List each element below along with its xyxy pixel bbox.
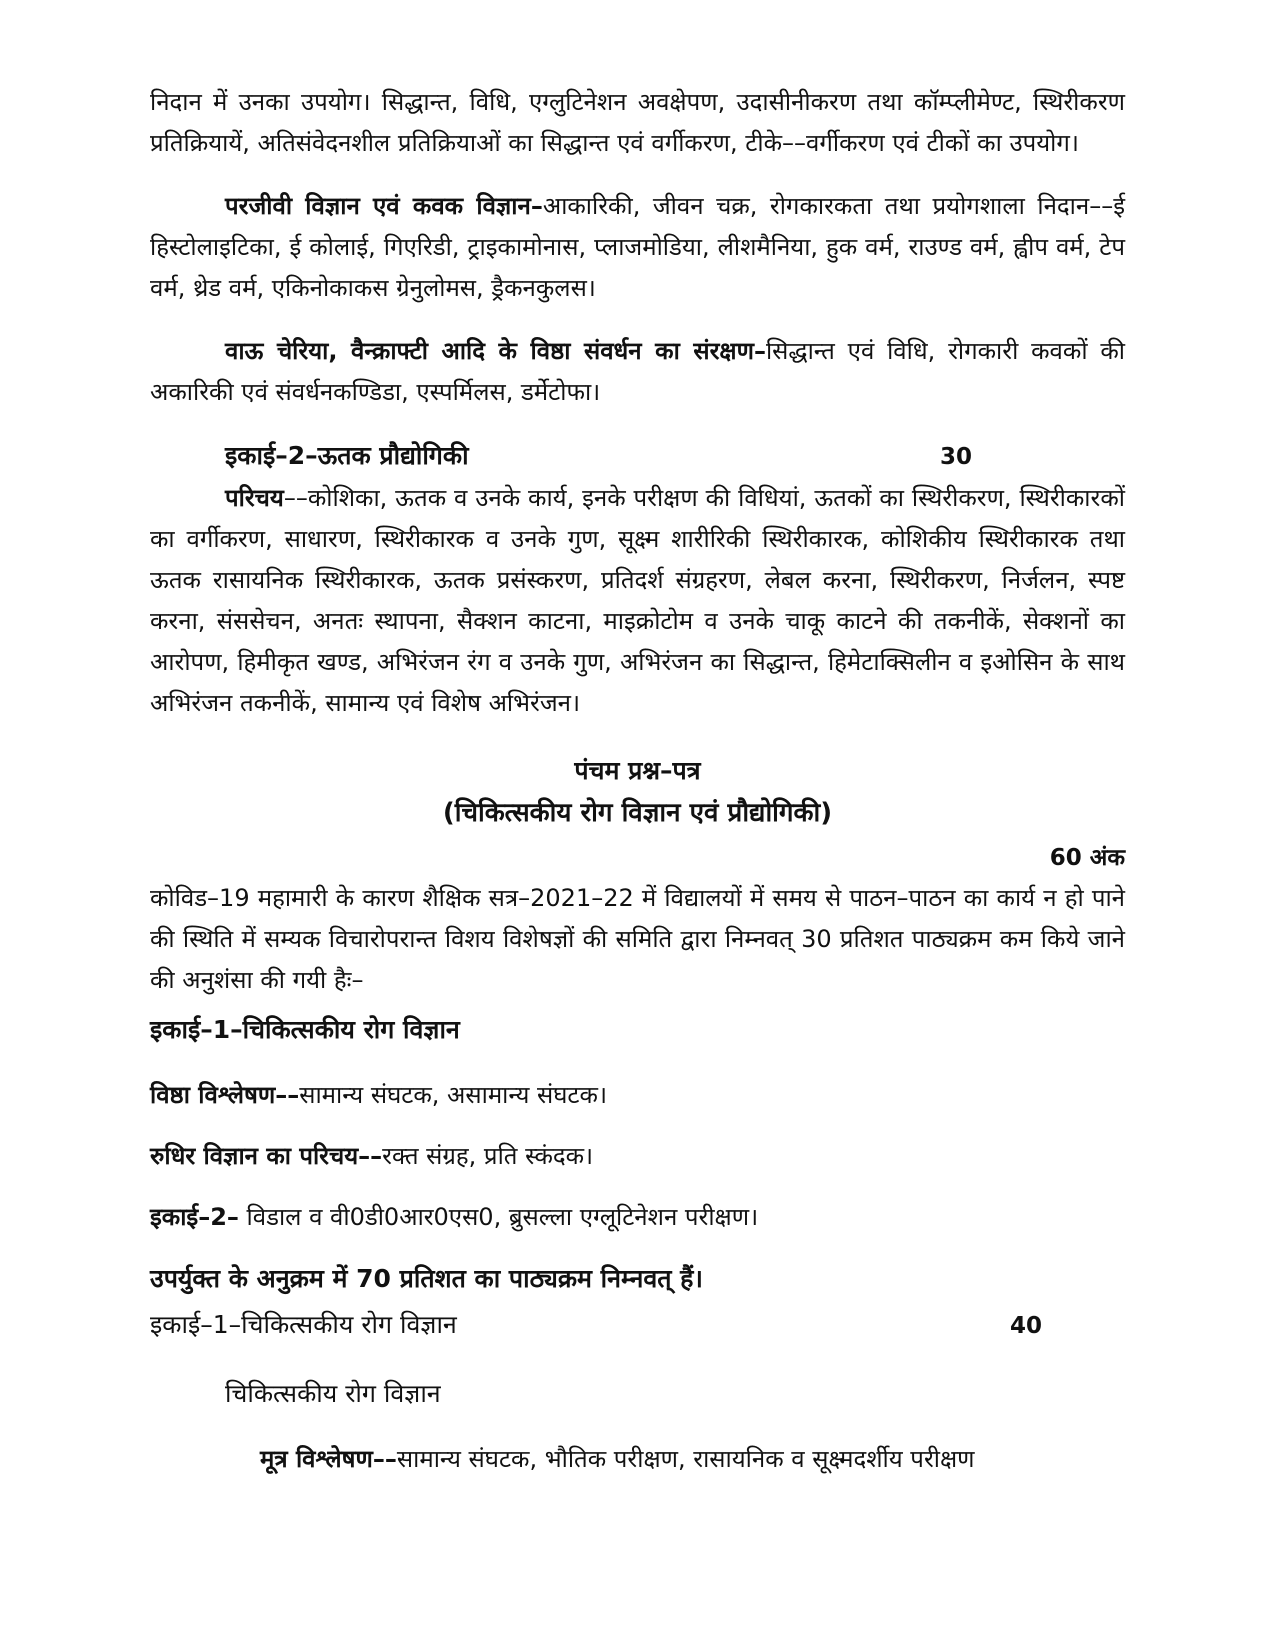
reduced-item-unit2-text: विडाल व वी0डी0आर0एस0, ब्रुसल्ला एग्लूटिनेशन परीक्षण। [238, 1203, 759, 1231]
reduced-item-stool-text: सामान्य संघटक, असामान्य संघटक। [299, 1081, 608, 1109]
reduced-item-unit2 [150, 1197, 1125, 1238]
seventy-percent-note: उपर्युक्त के अनुक्रम में 70 प्रतिशत का पाठ्यक्रम निम्नवत् हैं। [150, 1264, 703, 1293]
parasitology-paragraph [150, 186, 1125, 309]
tissue-intro-heading: परिचय [225, 484, 284, 512]
unit2-heading-row [150, 435, 1125, 478]
reduced-item-blood-text: रक्त संग्रह, प्रति स्कंदक। [382, 1142, 594, 1170]
unit2-marks: 30 [940, 444, 973, 470]
urine-analysis-text: सामान्य संघटक, भौतिक परीक्षण, रासायनिक व सूक्ष्मदर्शीय परीक्षण [396, 1445, 975, 1473]
reduced-item-unit2-heading: इकाई–2– [150, 1203, 239, 1231]
unit1-heading-row [150, 1304, 1125, 1347]
reduced-item-blood-heading: रुधिर विज्ञान का परिचय–– [150, 1142, 383, 1170]
urine-analysis-line [150, 1439, 1125, 1480]
tissue-intro-text: ––कोशिका, ऊतक व उनके कार्य, इनके परीक्षण की विधियां, ऊतकों का स्थिरीकरण, स्थिरीकारकों का वर्गीकरण, साधारण, स्थिरीकारक व उनके गुण, सूक्ष्म शारीरिकी स्थिरीकारक, कोशिकीय स्थिरीकारक तथा ऊतक रासायनिक स्थिरीकारक, ऊतक प्रसंस्करण, प्रतिदर्श संग्रहरण, लेबल करना, स्थिरीकरण, निर्जलन, स्पष्ट करना, संससेचन, अनतः स्थापना, सैक्शन काटना, माइक्रोटोम व उनके चाकू काटने की तकनीकें, सेक्शनों का आरोपण, हिमीकृत खण्ड, अभिरंजन रंग व उनके गुण, अभिरंजन का सिद्धान्त, हिमेटाक्सिलीन व इओसिन के साथ अभिरंजन तकनीकें, सामान्य एवं विशेष अभिरंजन। [150, 484, 1125, 717]
reduced-item-stool-heading: विष्ठा विश्लेषण–– [150, 1081, 300, 1109]
unit2-title: इकाई–2–ऊतक प्रौद्योगिकी [225, 441, 469, 470]
stool-culture-text: सिद्धान्त एवं विधि, रोगकारी कवकों की अकारिकी एवं संवर्धनकण्डिडा, एस्पर्मिलस, डर्मेटोफा। [150, 337, 1125, 406]
parasitology-text: आकारिकी, जीवन चक्र, रोगकारकता तथा प्रयोगशाला निदान––ई हिस्टोलाइटिका, ई कोलाई, गिएरिडी, ट्राइकामोनास, प्लाजमोडिया, लीशमैनिया, हुक वर्म, राउण्ड वर्म, ह्वीप वर्म, टेप वर्म, थ्रेड वर्म, एकिनोकाकस ग्रेनुलोमस, ड्रैकनकुलस। [150, 192, 1125, 302]
paper-title: पंचम प्रश्न–पत्र [574, 756, 701, 785]
urine-analysis-heading: मूत्र विश्लेषण–– [260, 1445, 397, 1473]
paper-subtitle: (चिकित्सकीय रोग विज्ञान एवं प्रौद्योगिकी) [442, 798, 833, 828]
paper-marks: 60 अंक [1049, 845, 1125, 871]
unit1-title: इकाई–1–चिकित्सकीय रोग विज्ञान [150, 1310, 457, 1339]
covid-note: कोविड–19 महामारी के कारण शैक्षिक सत्र–2021–22 में विद्यालयों में समय से पाठन–पाठन का कार्य न हो पाने की स्थिति में सम्यक विचारोपरान्त विशय विशेषज्ञों की समिति द्वारा निम्नवत् 30 प्रतिशत पाठ्यक्रम कम किये जाने की अनुशंसा की गयी हैः– [150, 884, 1125, 994]
sub-heading: चिकित्सकीय रोग विज्ञान [225, 1379, 441, 1408]
stool-culture-heading: वाऊ चेरिया, वैन्क्राफ्टी आदि के विष्ठा संवर्धन का संरक्षण– [225, 337, 766, 365]
tissue-intro-paragraph [150, 478, 1125, 724]
parasitology-heading: परजीवी विज्ञान एवं कवक विज्ञान– [225, 192, 543, 220]
reduced-item-stool [150, 1075, 1125, 1116]
intro-paragraph: निदान में उनका उपयोग। सिद्धान्त, विधि, एग्लुटिनेशन अवक्षेपण, उदासीनीकरण तथा कॉम्प्लीमेण्ट, स्थिरीकरण प्रतिक्रियायें, अतिसंवेदनशील प्रतिक्रियाओं का सिद्धान्त एवं वर्गीकरण, टीके––वर्गीकरण एवं टीकों का उपयोग। [150, 88, 1125, 157]
reduced-item-blood [150, 1136, 1125, 1177]
document-body [150, 82, 1125, 1480]
stool-culture-paragraph [150, 331, 1125, 413]
reduced-unit1-title: इकाई–1–चिकित्सकीय रोग विज्ञान [150, 1015, 460, 1044]
unit1-marks: 40 [1010, 1313, 1043, 1339]
